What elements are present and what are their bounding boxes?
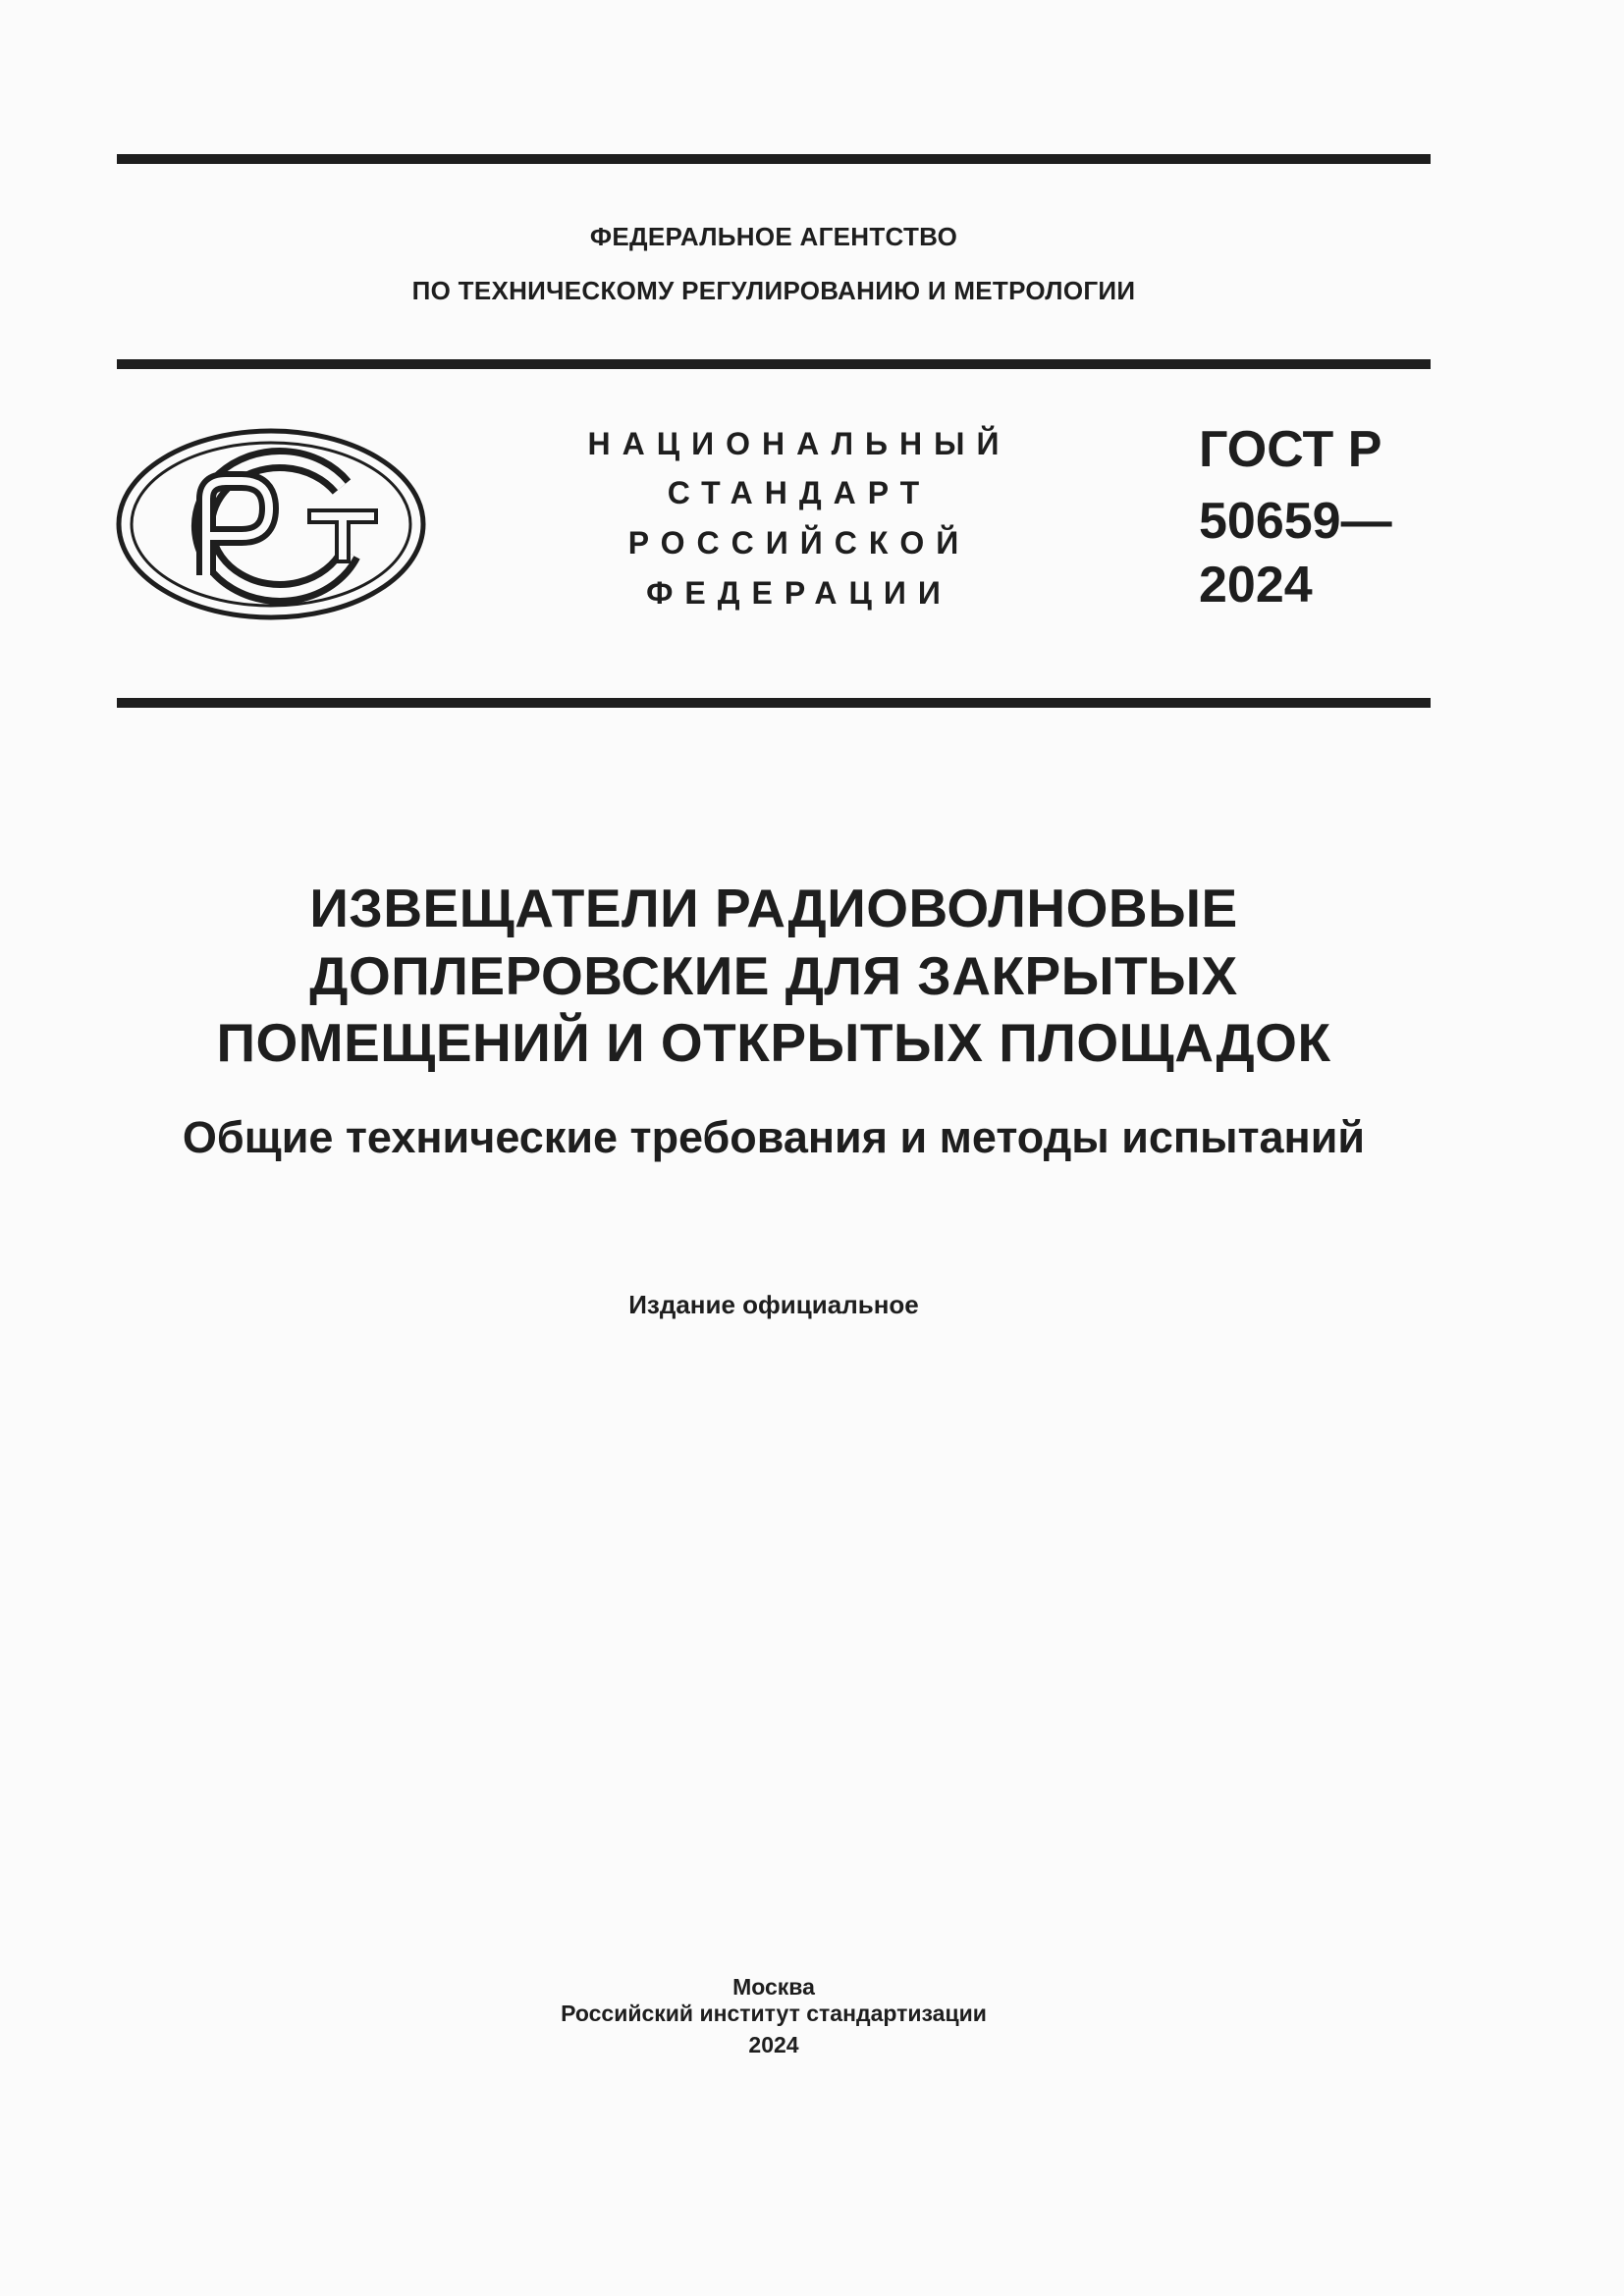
document-title-line-2: ДОПЛЕРОВСКИЕ ДЛЯ ЗАКРЫТЫХ (309, 945, 1238, 1006)
gost-designation-line-2: 50659— (1199, 493, 1392, 550)
standard-block-rule (117, 698, 1431, 708)
document-title-line-3: ПОМЕЩЕНИЙ И ОТКРЫТЫХ ПЛОЩАДОК (216, 1012, 1331, 1073)
agency-line-1: ФЕДЕРАЛЬНОЕ АГЕНТСТВО (589, 222, 958, 251)
national-standard-line-2: СТАНДАРТ (667, 475, 932, 510)
agency-line-2: ПО ТЕХНИЧЕСКОМУ РЕГУЛИРОВАНИЮ И МЕТРОЛОГИИ (411, 276, 1136, 305)
document-subtitle: Общие технические требования и методы испытаний (182, 1112, 1366, 1162)
header-rule (117, 359, 1431, 369)
document-title-line-1: ИЗВЕЩАТЕЛИ РАДИОВОЛНОВЫЕ (309, 878, 1238, 938)
edition-label: Издание официальное (628, 1290, 919, 1319)
gost-designation-line-1: ГОСТ Р (1199, 421, 1382, 478)
imprint-city: Москва (732, 1974, 815, 2000)
imprint-publisher: Российский институт стандартизации (561, 2001, 987, 2026)
national-standard-line-1: НАЦИОНАЛЬНЫЙ (587, 426, 1011, 461)
national-standard-line-3: РОССИЙСКОЙ (627, 525, 971, 561)
gost-r-logo-icon (116, 428, 426, 620)
gost-designation-line-3: 2024 (1199, 557, 1313, 614)
top-rule (117, 154, 1431, 164)
imprint-year: 2024 (748, 2032, 799, 2057)
national-standard-line-4: ФЕДЕРАЦИИ (646, 575, 952, 611)
